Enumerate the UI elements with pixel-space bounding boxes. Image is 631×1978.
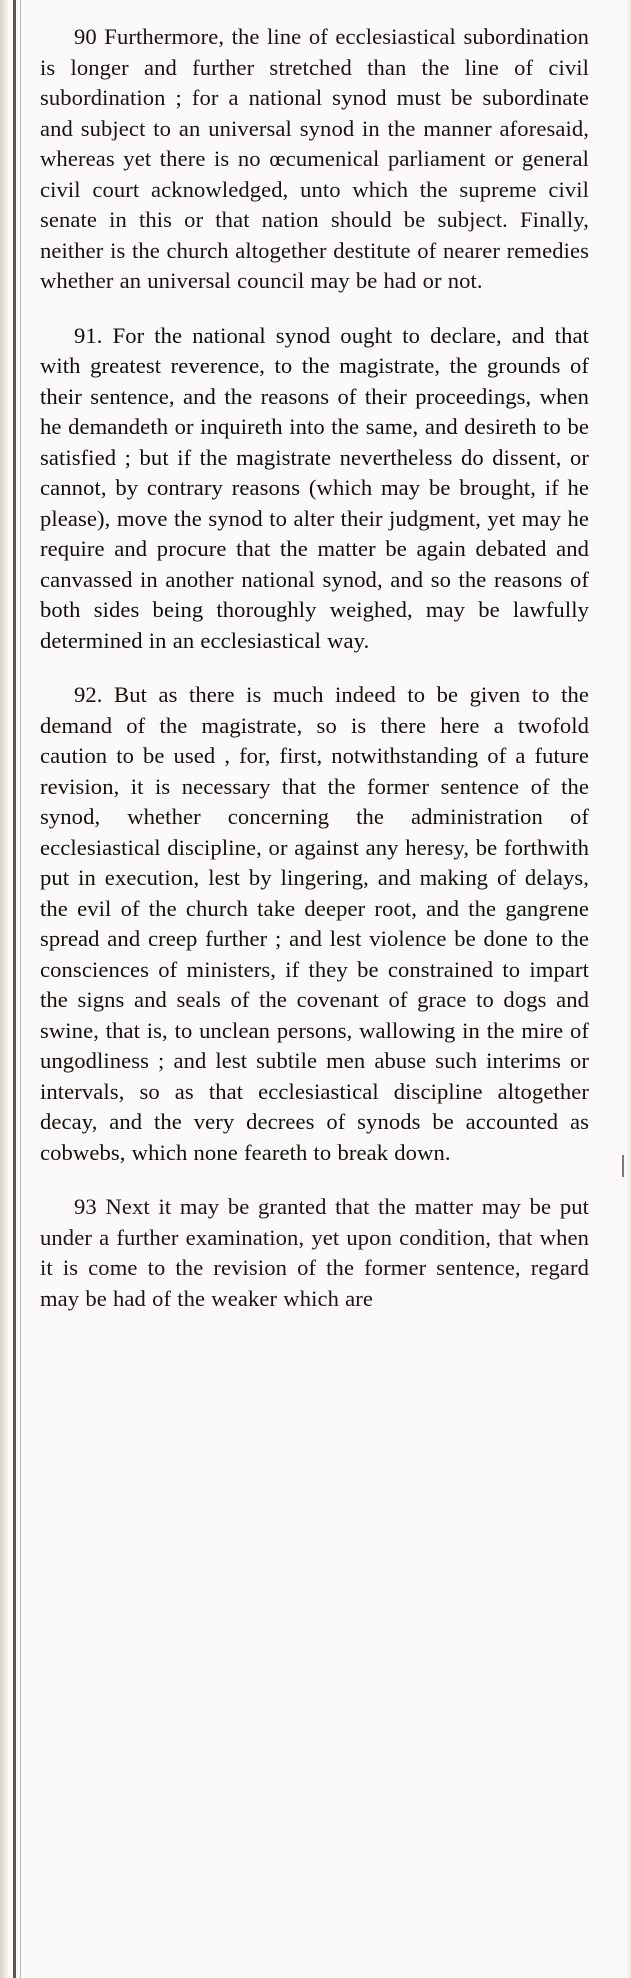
paragraph-90: 90 Furthermore, the line of ecclesiastical subordination is longer and further stretched than the line of civil subordination ; for a national synod must be subordinate and subject to an universal synod in the manner aforesaid, whereas yet there is no œcumenical parliament or general civil court acknowledged, unto which the supreme civil senate in this or that nation should be subject. Finally, neither is the church altogether destitute of nearer remedies whether an universal council may be had or not. xyxy=(40,24,589,293)
text-column xyxy=(40,22,589,1314)
paragraph-93: 93 Next it may be granted that the matter may be put under a further examination, yet upon condition, that when it is come to the revision of the former sentence, regard may be had of the weaker which are xyxy=(40,1194,589,1311)
page-binding-line xyxy=(13,0,16,1978)
margin-mark xyxy=(622,1155,624,1177)
paragraph-92: 92. But as there is much indeed to be given to the demand of the magistrate, so is there here a twofold caution to be used , for, first, notwithstanding of a future revision, it is necessary that the former sentence of the synod, whether concerning the administration of ecclesiastical discipline, or against any heresy, be forthwith put in execution, lest by lingering, and making of delays, the evil of the church take deeper root, and the gangrene spread and creep further ; and lest violence be done to the consciences of ministers, if they be constrained to impart the signs and seals of the covenant of grace to dogs and swine, that is, to unclean persons, wallowing in the mire of ungodliness ; and lest subtile men abuse such interims or intervals, so as that ecclesiastical discipline altogether decay, and the very decrees of synods be accounted as cobwebs, which none feareth to break down. xyxy=(40,682,589,1165)
page-binding-line-secondary xyxy=(20,0,21,1978)
paragraph-91: 91. For the national synod ought to declare, and that with greatest reverence, to the magistrate, the grounds of their sentence, and the reasons of their proceedings, when he demandeth or inquireth into the same, and desireth to be satisfied ; but if the magistrate nevertheless do dissent, or cannot, by contrary reasons (which may be brought, if he please), move the synod to alter their judgment, yet may he require and procure that the matter be again debated and canvassed in another national synod, and so the reasons of both sides being thoroughly weighed, may be lawfully determined in an ecclesiastical way. xyxy=(40,322,589,653)
page-gutter-shadow xyxy=(0,0,9,1978)
page-right-edge xyxy=(626,0,631,1978)
